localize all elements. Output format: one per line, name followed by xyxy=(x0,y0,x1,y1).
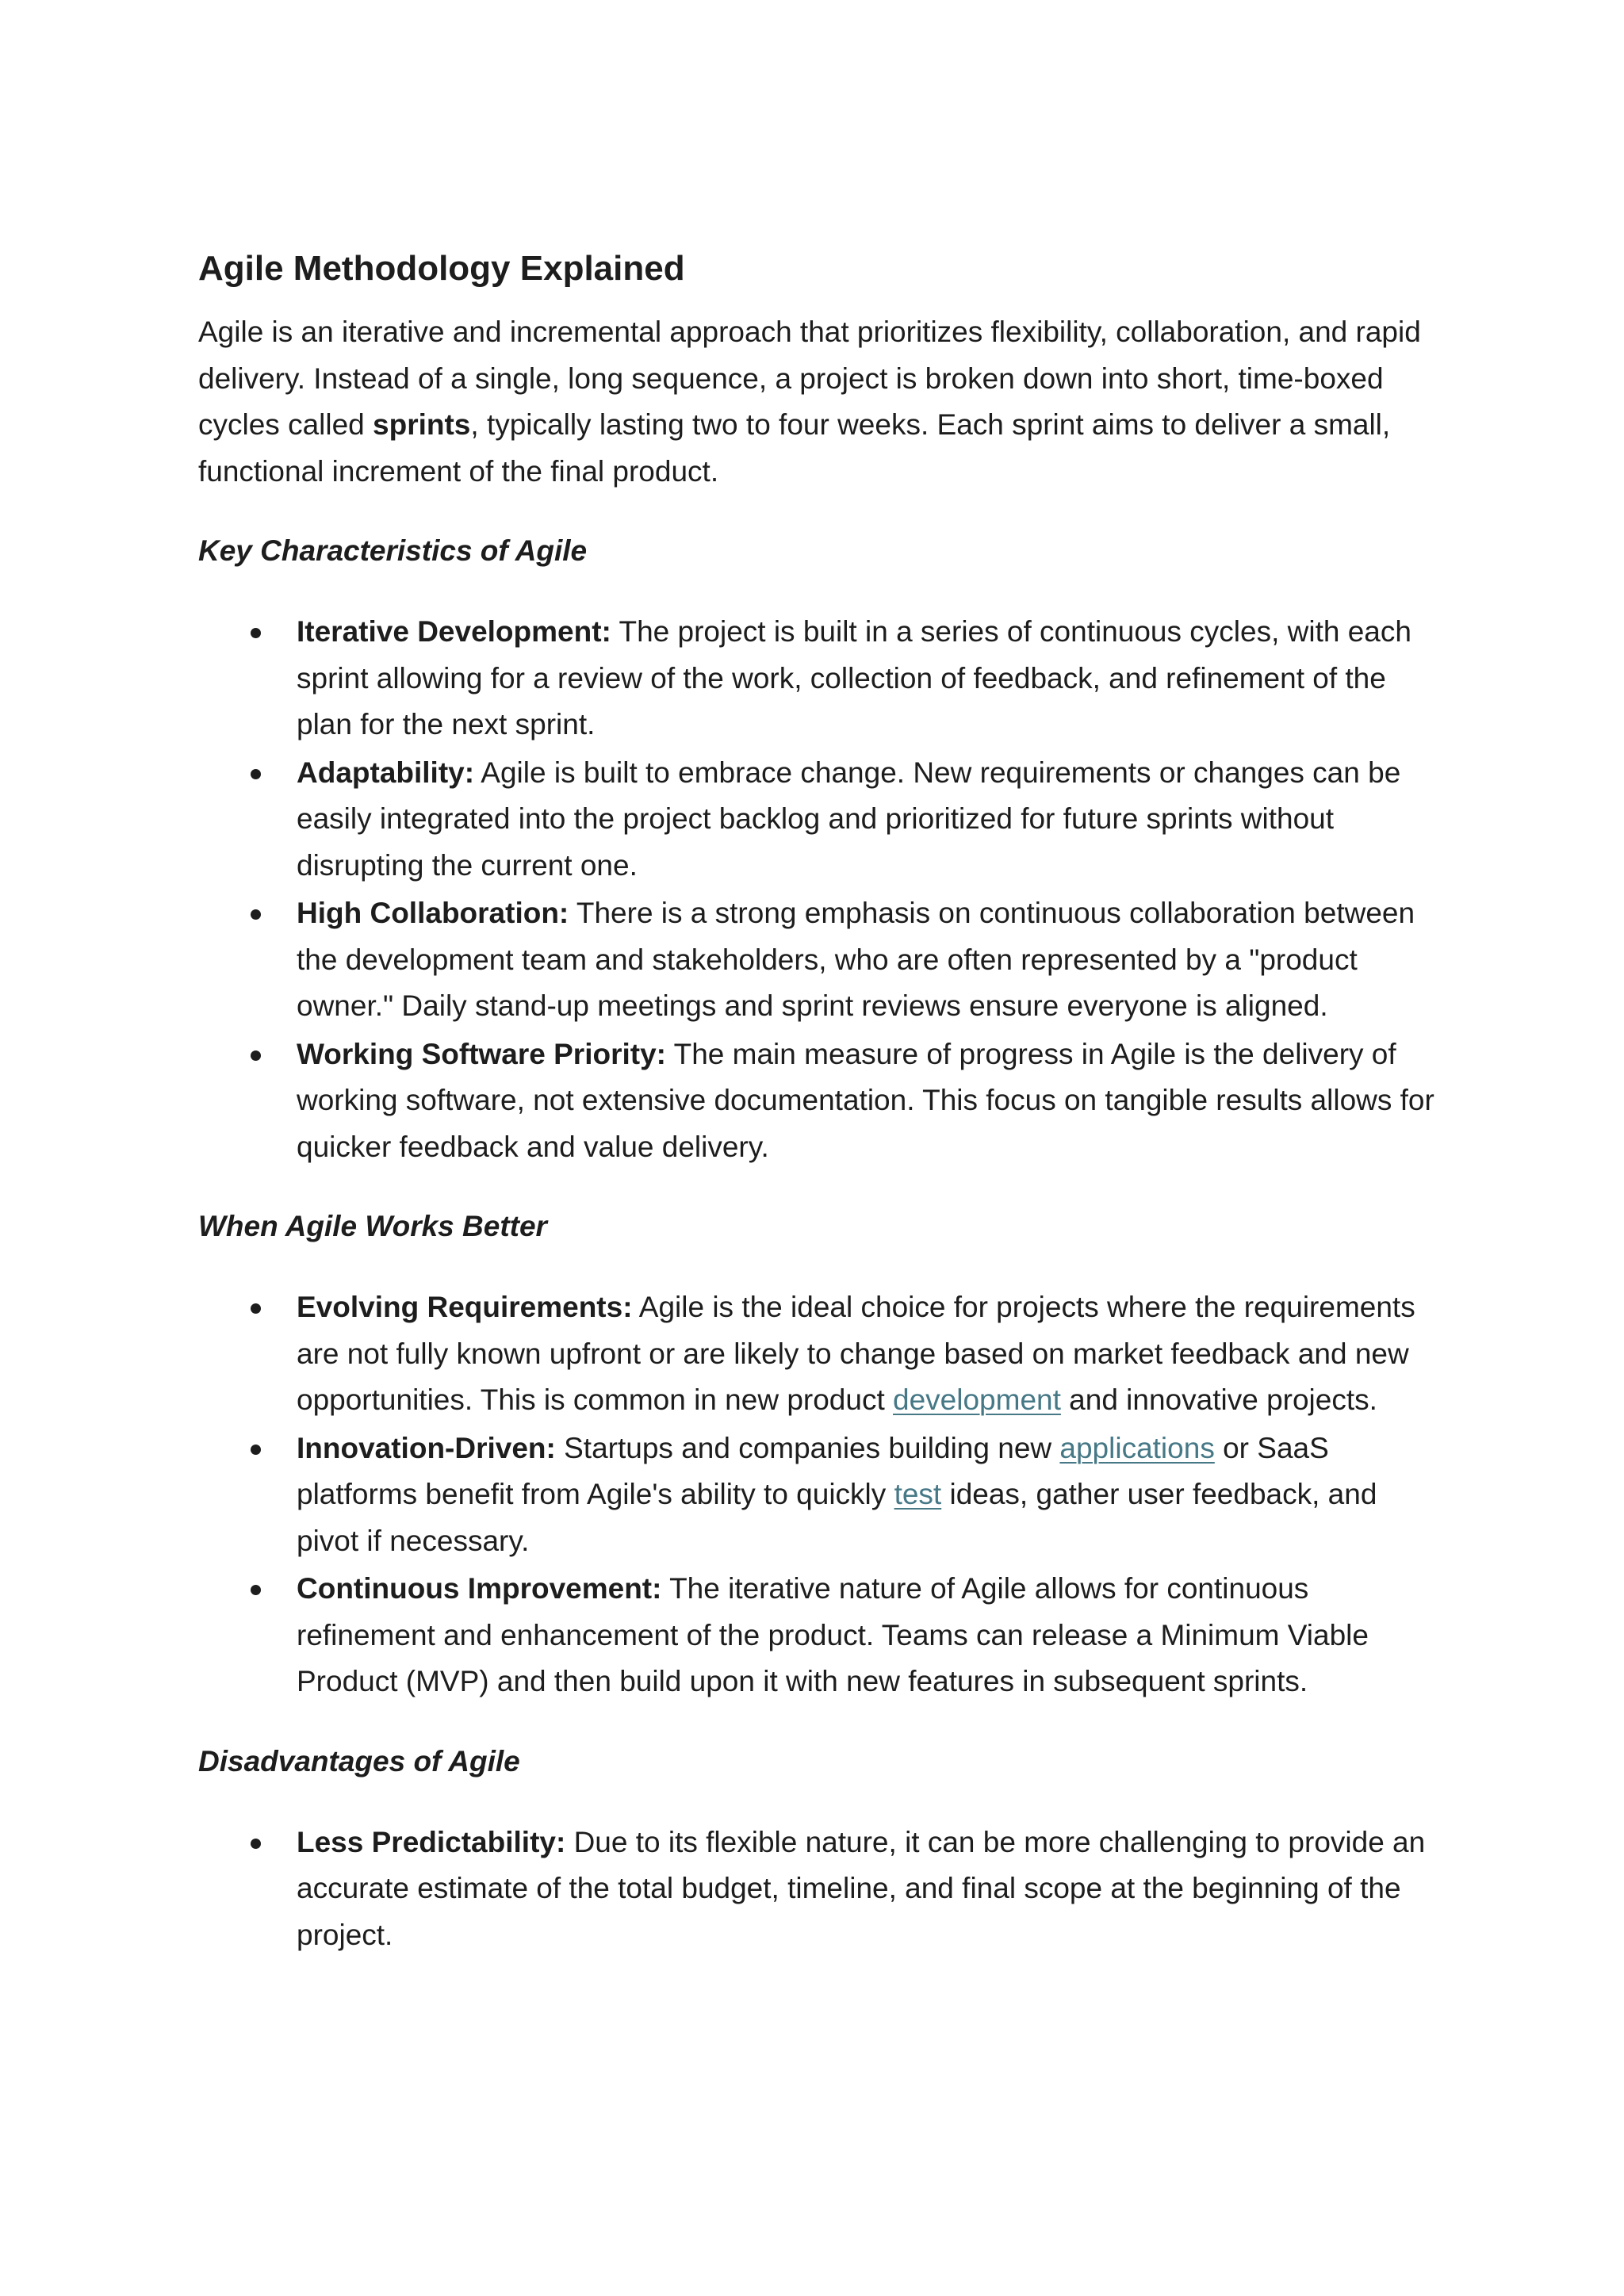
intro-bold-term: sprints xyxy=(373,408,471,441)
item-label: Adaptability: xyxy=(297,756,475,789)
list-item xyxy=(198,609,1443,748)
item-text: The main measure of progress in Agile is the delivery of working software, not extensive documentation. This focus on tangible results allows for quicker feedback and value delivery. xyxy=(297,1037,1434,1163)
bullet-list-when-agile-works xyxy=(198,1284,1443,1705)
item-text: There is a strong emphasis on continuous collaboration between the development team and stakeholders, who are often represented by a "product owner." Daily stand-up meetings and sprint reviews ensure everyone is aligned. xyxy=(297,897,1415,1022)
item-text: The project is built in a series of continuous cycles, with each sprint allowing for a review of the work, collection of feedback, and refinement of the plan for the next sprint. xyxy=(297,615,1411,740)
item-label: Less Predictability: xyxy=(297,1825,566,1858)
item-text: Agile is built to embrace change. New requirements or changes can be easily integrated into the project backlog and prioritized for future sprints without disrupting the current one. xyxy=(297,756,1401,882)
bullet-icon xyxy=(251,628,261,638)
item-text: The iterative nature of Agile allows for continuous refinement and enhancement of the product. Teams can release a Minimum Viable Product (MVP) and then build upon it with new features in subsequent sprints. xyxy=(297,1572,1369,1697)
item-text: ideas, gather user feedback, and pivot if necessary. xyxy=(297,1478,1377,1557)
bullet-icon xyxy=(251,1585,261,1595)
item-text: and innovative projects. xyxy=(1060,1383,1377,1416)
link-test[interactable]: test xyxy=(894,1478,942,1510)
list-item xyxy=(198,890,1443,1030)
intro-text-2: , typically lasting two to four weeks. Each sprint aims to deliver a small, functional increment of the final product. xyxy=(198,408,1391,488)
item-label: Working Software Priority: xyxy=(297,1037,666,1070)
bullet-list-key-characteristics xyxy=(198,609,1443,1170)
item-label: Innovation-Driven: xyxy=(297,1431,556,1464)
item-label: Iterative Development: xyxy=(297,615,611,648)
item-label: Continuous Improvement: xyxy=(297,1572,662,1605)
list-item xyxy=(198,1284,1443,1424)
document-page xyxy=(198,246,1443,1992)
bullet-icon xyxy=(251,1445,261,1455)
item-text: Due to its flexible nature, it can be more challenging to provide an accurate estimate of the total budget, timeline, and final scope at the beginning of the project. xyxy=(297,1825,1426,1951)
bullet-icon xyxy=(251,1303,261,1314)
bullet-icon xyxy=(251,909,261,920)
bullet-icon xyxy=(251,1050,261,1061)
section-heading-key-characteristics: Key Characteristics of Agile xyxy=(198,534,588,567)
item-label: High Collaboration: xyxy=(297,897,569,929)
item-text: Agile is the ideal choice for projects where the requirements are not fully known upfront or are likely to change based on market feedback and new opportunities. This is common in new product xyxy=(297,1291,1415,1416)
item-text: or SaaS platforms benefit from Agile's ability to quickly xyxy=(297,1431,1329,1510)
bullet-icon xyxy=(251,769,261,779)
intro-text-1: Agile is an iterative and incremental approach that prioritizes flexibility, collaboration, and rapid delivery. Instead of a single, long sequence, a project is broken down into short, time-boxed cycles called xyxy=(198,316,1421,441)
link-applications[interactable]: applications xyxy=(1059,1431,1215,1464)
item-text: Startups and companies building new xyxy=(555,1431,1060,1464)
intro-paragraph xyxy=(198,309,1443,495)
section-heading-when-agile-works: When Agile Works Better xyxy=(198,1210,547,1242)
list-item xyxy=(198,750,1443,890)
list-item xyxy=(198,1425,1443,1565)
bullet-icon xyxy=(251,1839,261,1849)
item-label: Evolving Requirements: xyxy=(297,1291,633,1323)
link-development[interactable]: development xyxy=(893,1383,1061,1416)
bullet-list-disadvantages xyxy=(198,1820,1443,1959)
document-title: Agile Methodology Explained xyxy=(198,249,685,288)
list-item xyxy=(198,1031,1443,1171)
list-item xyxy=(198,1820,1443,1959)
section-heading-disadvantages: Disadvantages of Agile xyxy=(198,1744,520,1777)
list-item xyxy=(198,1566,1443,1705)
